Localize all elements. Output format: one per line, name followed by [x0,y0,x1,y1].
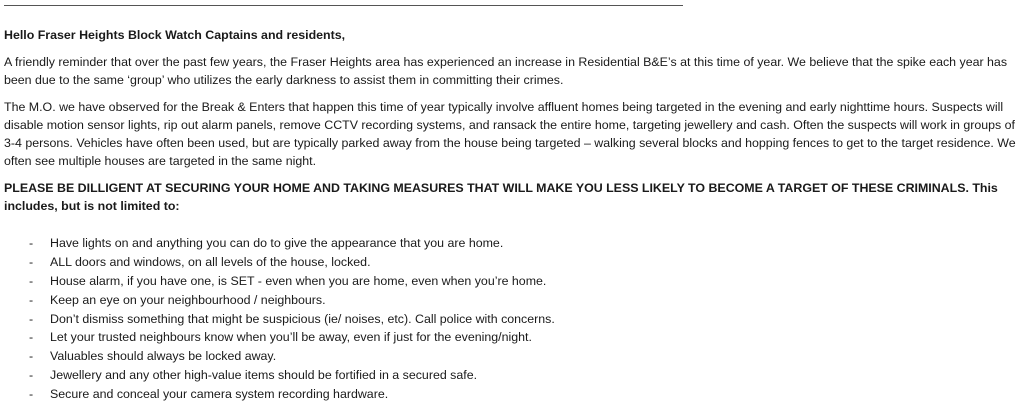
list-item-text: Have lights on and anything you can do to give the appearance that you are home. [50,236,504,250]
list-item [4,291,1018,310]
list-item [4,347,1018,366]
list-item-text: Jewellery and any other high-value items should be fortified in a secured safe. [50,368,478,383]
email-body [4,26,1018,404]
bullet-dash: - [29,368,34,383]
bullet-dash: - [29,273,34,288]
list-item [4,385,1018,404]
list-item [4,253,1018,272]
list-item [4,366,1018,385]
list-item-text: Secure and conceal your camera system recording hardware. [50,387,389,402]
list-item-text: Don’t dismiss something that might be suspicious (ie/ noises, etc). Call police with concerns. [50,311,555,326]
bullet-dash: - [29,254,34,269]
list-item-text: House alarm, if you have one, is SET - even when you are home, even when you’re home. [50,273,547,288]
list-item [4,234,1018,253]
bullet-dash: - [29,292,34,307]
list-item-text: Let your trusted neighbours know when you’ll be away, even if just for the evening/night. [50,330,532,345]
safety-tips-list [4,234,1018,404]
bullet-dash: - [29,387,34,402]
list-item [4,272,1018,291]
bullet-dash: - [29,330,34,345]
paragraph-mo: The M.O. we have observed for the Break & Enters that happen this time of year typically involve affluent homes being targeted in the evening and early nighttime hours. Suspects will disable motion sensor lights, rip out alarm panels, remove CCTV recording systems, and ransack the entire home, targeting jewellery and cash. Often the suspects will work in groups of 3-4 persons. Vehicles have often been used, but are typically parked away from the house being targeted – walking several blocks and hopping fences to get to the target residence. We often see multiple houses are targeted in the same night. [4,100,1016,168]
greeting: Hello Fraser Heights Block Watch Captains and residents, [4,28,346,42]
bullet-dash: - [29,349,34,364]
bullet-dash: - [29,236,34,250]
list-item [4,310,1018,329]
emphasis-notice: PLEASE BE DILLIGENT AT SECURING YOUR HOME AND TAKING MEASURES THAT WILL MAKE YOU LESS LIKELY TO BECOME A TARGET OF THESE CRIMINALS. This includes, but is not limited to: [4,181,998,213]
list-item [4,328,1018,347]
paragraph-intro: A friendly reminder that over the past few years, the Fraser Heights area has experienced an increase in Residential B&E’s at this time of year. We believe that the spike each year has been due to the same ‘group’ who utilizes the early darkness to assist them in committing their crimes. [4,55,1008,87]
top-divider [4,5,683,6]
list-item-text: Keep an eye on your neighbourhood / neighbours. [50,292,326,307]
list-item-text: ALL doors and windows, on all levels of the house, locked. [50,254,371,269]
list-item-text: Valuables should always be locked away. [50,349,277,364]
bullet-dash: - [29,311,34,326]
